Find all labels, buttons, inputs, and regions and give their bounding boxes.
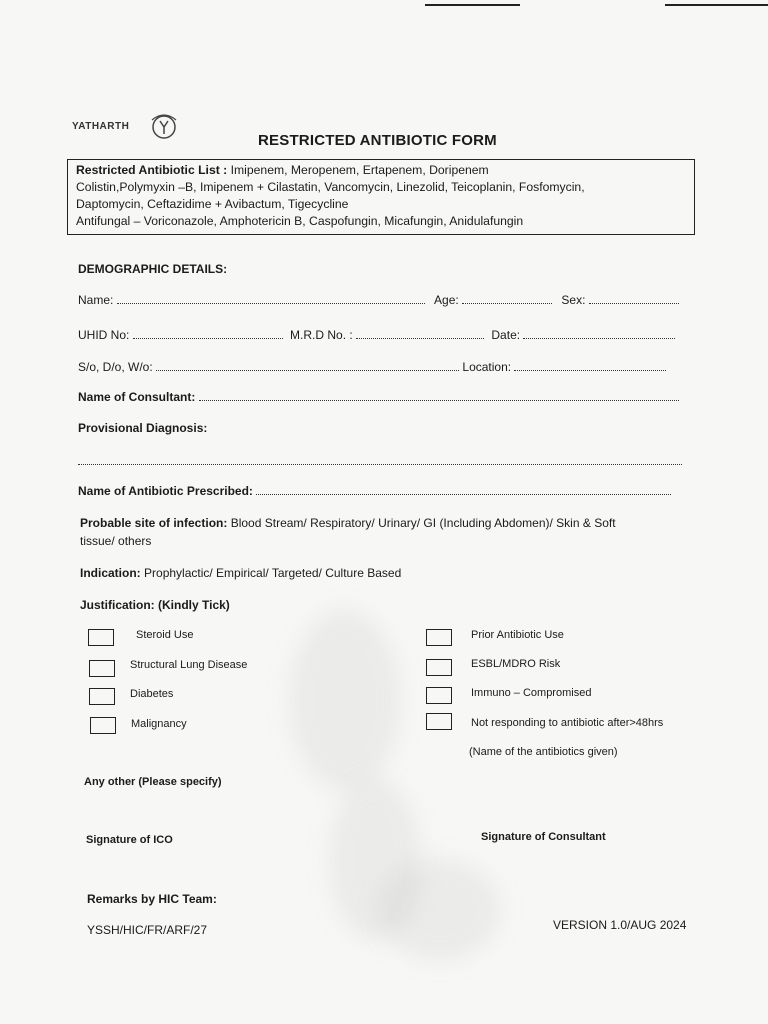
consultant-row [78, 390, 679, 404]
antibiotic-field[interactable] [256, 484, 671, 495]
uhid-row [78, 328, 675, 342]
antibiotics-given-note: (Name of the antibiotics given) [469, 746, 618, 758]
site-options-continued: tissue/ others [80, 534, 152, 548]
checkbox-label: Not responding to antibiotic after>48hrs [471, 717, 664, 729]
antibiotic-row [78, 484, 671, 498]
remarks-label: Remarks by HIC Team: [87, 892, 217, 906]
checkbox-label: ESBL/MDRO Risk [471, 658, 561, 670]
logo-text: YATHARTH [72, 121, 130, 132]
form-code: YSSH/HIC/FR/ARF/27 [87, 923, 208, 937]
scan-smudge [380, 860, 500, 960]
any-other-label: Any other (Please specify) [84, 776, 222, 788]
relation-field[interactable] [156, 360, 459, 371]
checkbox-label: Steroid Use [136, 629, 194, 641]
signature-ico-label: Signature of ICO [86, 834, 173, 846]
justification-heading: Justification: (Kindly Tick) [80, 598, 230, 612]
malignancy-checkbox[interactable] [90, 717, 116, 734]
sex-label: Sex: [561, 293, 586, 307]
uhid-field[interactable] [133, 328, 283, 339]
indication-options: Prophylactic/ Empirical/ Targeted/ Culture Based [144, 566, 402, 580]
not-responding-checkbox[interactable] [426, 713, 452, 730]
location-label: Location: [462, 360, 512, 374]
steroid-use-checkbox[interactable] [88, 629, 114, 646]
yatharth-logo [72, 112, 182, 144]
scan-edge-line [665, 4, 768, 6]
sex-field[interactable] [589, 293, 679, 304]
site-options: Blood Stream/ Respiratory/ Urinary/ GI (Including Abdomen)/ Skin & Soft [230, 516, 616, 530]
age-field[interactable] [462, 293, 552, 304]
diagnosis-line [78, 454, 682, 468]
restricted-list-line: Imipenem, Meropenem, Ertapenem, Doripenem [230, 163, 489, 177]
antifungal-list-line: Antifungal – Voriconazole, Amphotericin B, Caspofungin, Micafungin, Anidulafungin [76, 214, 524, 228]
name-row [78, 293, 679, 307]
antibiotic-label: Name of Antibiotic Prescribed: [78, 484, 253, 498]
scan-edge-line [425, 4, 520, 6]
version-label: VERSION 1.0/AUG 2024 [553, 918, 687, 932]
diagnosis-row [78, 421, 207, 435]
consultant-field[interactable] [199, 390, 679, 401]
diagnosis-field[interactable] [78, 454, 682, 465]
name-label: Name: [78, 293, 114, 307]
mrd-field[interactable] [356, 328, 484, 339]
restricted-list-heading: Restricted Antibiotic List : [76, 163, 228, 177]
restricted-list-line: Colistin,Polymyxin –B, Imipenem + Cilastatin, Vancomycin, Linezolid, Teicoplanin, Fosfomycin, [76, 180, 585, 194]
checkbox-label: Immuno – Compromised [471, 687, 592, 699]
uhid-label: UHID No: [78, 328, 130, 342]
signature-consultant-label: Signature of Consultant [481, 831, 606, 843]
date-label: Date: [491, 328, 521, 342]
esbl-mdro-risk-checkbox[interactable] [426, 659, 452, 676]
checkbox-label: Prior Antibiotic Use [471, 629, 564, 641]
diabetes-checkbox[interactable] [89, 688, 115, 705]
relation-label: S/o, D/o, W/o: [78, 360, 153, 374]
prior-antibiotic-use-checkbox[interactable] [426, 629, 452, 646]
name-field[interactable] [117, 293, 425, 304]
structural-lung-disease-checkbox[interactable] [89, 660, 115, 677]
immuno-compromised-checkbox[interactable] [426, 687, 452, 704]
age-label: Age: [434, 293, 459, 307]
mrd-label: M.R.D No. : [290, 328, 353, 342]
date-field[interactable] [523, 328, 675, 339]
checkbox-label: Malignancy [131, 718, 187, 730]
relation-row [78, 360, 666, 374]
indication-row [80, 566, 401, 580]
checkbox-label: Structural Lung Disease [130, 659, 248, 671]
location-field[interactable] [514, 360, 666, 371]
checkbox-label: Diabetes [130, 688, 174, 700]
indication-label: Indication: [80, 566, 141, 580]
diagnosis-label: Provisional Diagnosis: [78, 421, 208, 435]
demographic-heading: DEMOGRAPHIC DETAILS: [78, 262, 228, 276]
consultant-label: Name of Consultant: [78, 390, 196, 404]
form-title: RESTRICTED ANTIBIOTIC FORM [258, 132, 497, 149]
restricted-antibiotic-list [67, 159, 695, 235]
site-label: Probable site of infection: [80, 516, 228, 530]
logo-mark-icon [150, 112, 180, 142]
restricted-list-line: Daptomycin, Ceftazidime + Avibactum, Tigecycline [76, 197, 349, 211]
scan-smudge [290, 610, 400, 790]
site-row [80, 516, 616, 530]
